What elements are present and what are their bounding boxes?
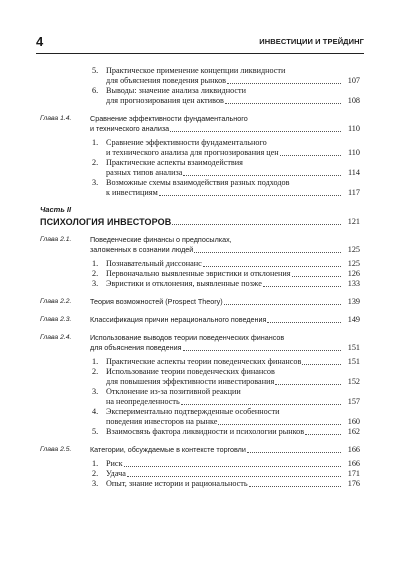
dot-leader (305, 434, 341, 435)
entry-text: Опыт, знание истории и рациональность (106, 479, 248, 488)
toc-chapter-entry[interactable] (40, 297, 360, 307)
entry-text: Классификация причин нерационального поведения (90, 315, 267, 324)
dot-leader (127, 476, 341, 477)
entry-text: Теория возможностей (Prospect Theory) (90, 297, 223, 306)
toc-section-entry[interactable] (40, 259, 360, 269)
page-ref: 110 (348, 148, 360, 157)
chapter-label: Глава 2.1. (40, 236, 72, 243)
entry-text: Экспериментально подтвержденные особенности (106, 407, 280, 416)
entry-text: Взаимосвязь фактора ликвидности и психологии рынков (106, 427, 305, 436)
page-number: 4 (36, 34, 44, 49)
entry-text: Категории, обсуждаемые в контексте торговли (90, 445, 246, 454)
page-ref: 149 (347, 315, 360, 324)
dot-leader (170, 131, 341, 132)
running-title: ИНВЕСТИЦИИ И ТРЕЙДИНГ (259, 37, 364, 46)
toc-section-entry[interactable] (40, 459, 360, 469)
entry-text: Познавательный диссонанс (106, 259, 202, 268)
entry-text: Выводы: значение анализа ликвидности (106, 86, 246, 95)
page-ref: 114 (348, 168, 360, 177)
dot-leader (292, 276, 341, 277)
page-ref: 162 (347, 427, 360, 436)
page-ref: 160 (347, 417, 360, 426)
toc-section-entry[interactable] (40, 269, 360, 279)
dot-leader (280, 155, 341, 156)
entry-text: для прогнозирования цен активов (106, 96, 224, 105)
entry-text: Использование выводов теории поведенческих финансов (90, 333, 285, 342)
chapter-label: Глава 1.4. (40, 115, 72, 122)
entry-text: для объяснения поведения (90, 343, 182, 352)
dot-leader (302, 364, 341, 365)
section-number: 3. (92, 387, 99, 396)
part-label: Часть II (40, 205, 72, 214)
section-number: 1. (92, 459, 99, 468)
section-number: 6. (92, 86, 99, 95)
page-ref: 171 (347, 469, 360, 478)
dot-leader (275, 384, 341, 385)
page-ref: 125 (347, 245, 360, 254)
dot-leader (247, 452, 341, 453)
chapter-label: Глава 2.3. (40, 316, 72, 323)
entry-text: к инвестициям (106, 188, 158, 197)
page-ref: 108 (347, 96, 360, 105)
toc-section-entry[interactable] (40, 479, 360, 489)
entry-text: Эвристики и отклонения, выявленные позже (106, 279, 262, 288)
entry-text: заложенных в сознании людей (90, 245, 194, 254)
entry-text: поведения инвесторов на рынке (106, 417, 218, 426)
entry-text: для повышения эффективности инвестирования (106, 377, 275, 386)
dot-leader (218, 424, 341, 425)
page-header (36, 34, 364, 51)
toc-chapter-entry[interactable] (40, 333, 360, 353)
page-ref: 121 (347, 217, 360, 226)
dot-leader (225, 103, 341, 104)
entry-text: и технического анализа (90, 124, 170, 133)
section-number: 2. (92, 469, 99, 478)
page-ref: 126 (347, 269, 360, 278)
section-number: 1. (92, 138, 99, 147)
section-number: 5. (92, 427, 99, 436)
toc-chapter-entry[interactable] (40, 235, 360, 255)
toc-chapter-entry[interactable] (40, 445, 360, 455)
dot-leader (224, 304, 341, 305)
section-number: 3. (92, 279, 99, 288)
section-number: 3. (92, 178, 99, 187)
part-title: ПСИХОЛОГИЯ ИНВЕСТОРОВ (40, 217, 172, 227)
toc-section-entry[interactable] (40, 158, 360, 178)
toc-section-entry[interactable] (40, 86, 360, 106)
toc-section-entry[interactable] (40, 178, 360, 198)
section-number: 2. (92, 269, 99, 278)
page-ref: 117 (348, 188, 360, 197)
dot-leader (263, 286, 341, 287)
page-ref: 176 (347, 479, 360, 488)
page-ref: 133 (347, 279, 360, 288)
toc-chapter-entry[interactable] (40, 315, 360, 325)
toc-section-entry[interactable] (40, 469, 360, 479)
section-number: 2. (92, 367, 99, 376)
entry-text: Первоначально выявленные эвристики и отклонения (106, 269, 291, 278)
entry-text: Возможные схемы взаимодействия разных подходов (106, 178, 290, 187)
toc-section-entry[interactable] (40, 279, 360, 289)
section-number: 1. (92, 259, 99, 268)
toc-section-entry[interactable] (40, 427, 360, 437)
dot-leader (249, 486, 341, 487)
entry-text: Сравнение эффективности фундаментального (90, 114, 248, 123)
page-ref: 152 (347, 377, 360, 386)
page-ref: 107 (347, 76, 360, 85)
entry-text: Практические аспекты теории поведенческих финансов (106, 357, 302, 366)
section-number: 3. (92, 479, 99, 488)
entry-text: Отклонение из-за позитивной реакции (106, 387, 241, 396)
toc-section-entry[interactable] (40, 367, 360, 387)
dot-leader (181, 404, 341, 405)
dot-leader (227, 83, 341, 84)
entry-text: для объяснения поведения рынков (106, 76, 227, 85)
dot-leader (159, 195, 341, 196)
section-number: 5. (92, 66, 99, 75)
toc-section-entry[interactable] (40, 387, 360, 407)
page-ref: 151 (347, 357, 360, 366)
entry-text: Поведенческие финансы о предпосылках, (90, 235, 232, 244)
page-ref: 110 (348, 124, 360, 133)
dot-leader (194, 252, 341, 253)
dot-leader (183, 175, 341, 176)
chapter-label: Глава 2.4. (40, 334, 72, 341)
dot-leader (183, 350, 341, 351)
toc-section-entry[interactable] (40, 407, 360, 427)
entry-text: на неопределенность (106, 397, 180, 406)
section-number: 2. (92, 158, 99, 167)
dot-leader (172, 224, 341, 225)
entry-text: Использование теории поведенческих финансов (106, 367, 275, 376)
entry-text: и технического анализа для прогнозирования цен (106, 148, 279, 157)
page-ref: 125 (347, 259, 360, 268)
toc-part-entry[interactable] (40, 217, 360, 227)
chapter-label: Глава 2.2. (40, 298, 72, 305)
toc-section-entry[interactable] (40, 66, 360, 86)
entry-text: Риск (106, 459, 123, 468)
chapter-label: Глава 2.5. (40, 446, 72, 453)
entry-text: Удача (106, 469, 126, 478)
toc-chapter-entry[interactable] (40, 114, 360, 134)
table-of-contents (40, 66, 360, 489)
page-ref: 166 (347, 459, 360, 468)
entry-text: Сравнение эффективности фундаментального (106, 138, 267, 147)
dot-leader (124, 466, 341, 467)
page-ref: 151 (347, 343, 360, 352)
page-ref: 157 (347, 397, 360, 406)
section-number: 4. (92, 407, 99, 416)
page-ref: 139 (347, 297, 360, 306)
section-number: 1. (92, 357, 99, 366)
dot-leader (267, 322, 341, 323)
toc-section-entry[interactable] (40, 138, 360, 158)
dot-leader (203, 266, 341, 267)
page-ref: 166 (347, 445, 360, 454)
header-rule (36, 53, 364, 54)
entry-text: Практические аспекты взаимодействия (106, 158, 243, 167)
entry-text: Практическое применение концепции ликвидности (106, 66, 286, 75)
entry-text: разных типов анализа (106, 168, 183, 177)
toc-section-entry[interactable] (40, 357, 360, 367)
